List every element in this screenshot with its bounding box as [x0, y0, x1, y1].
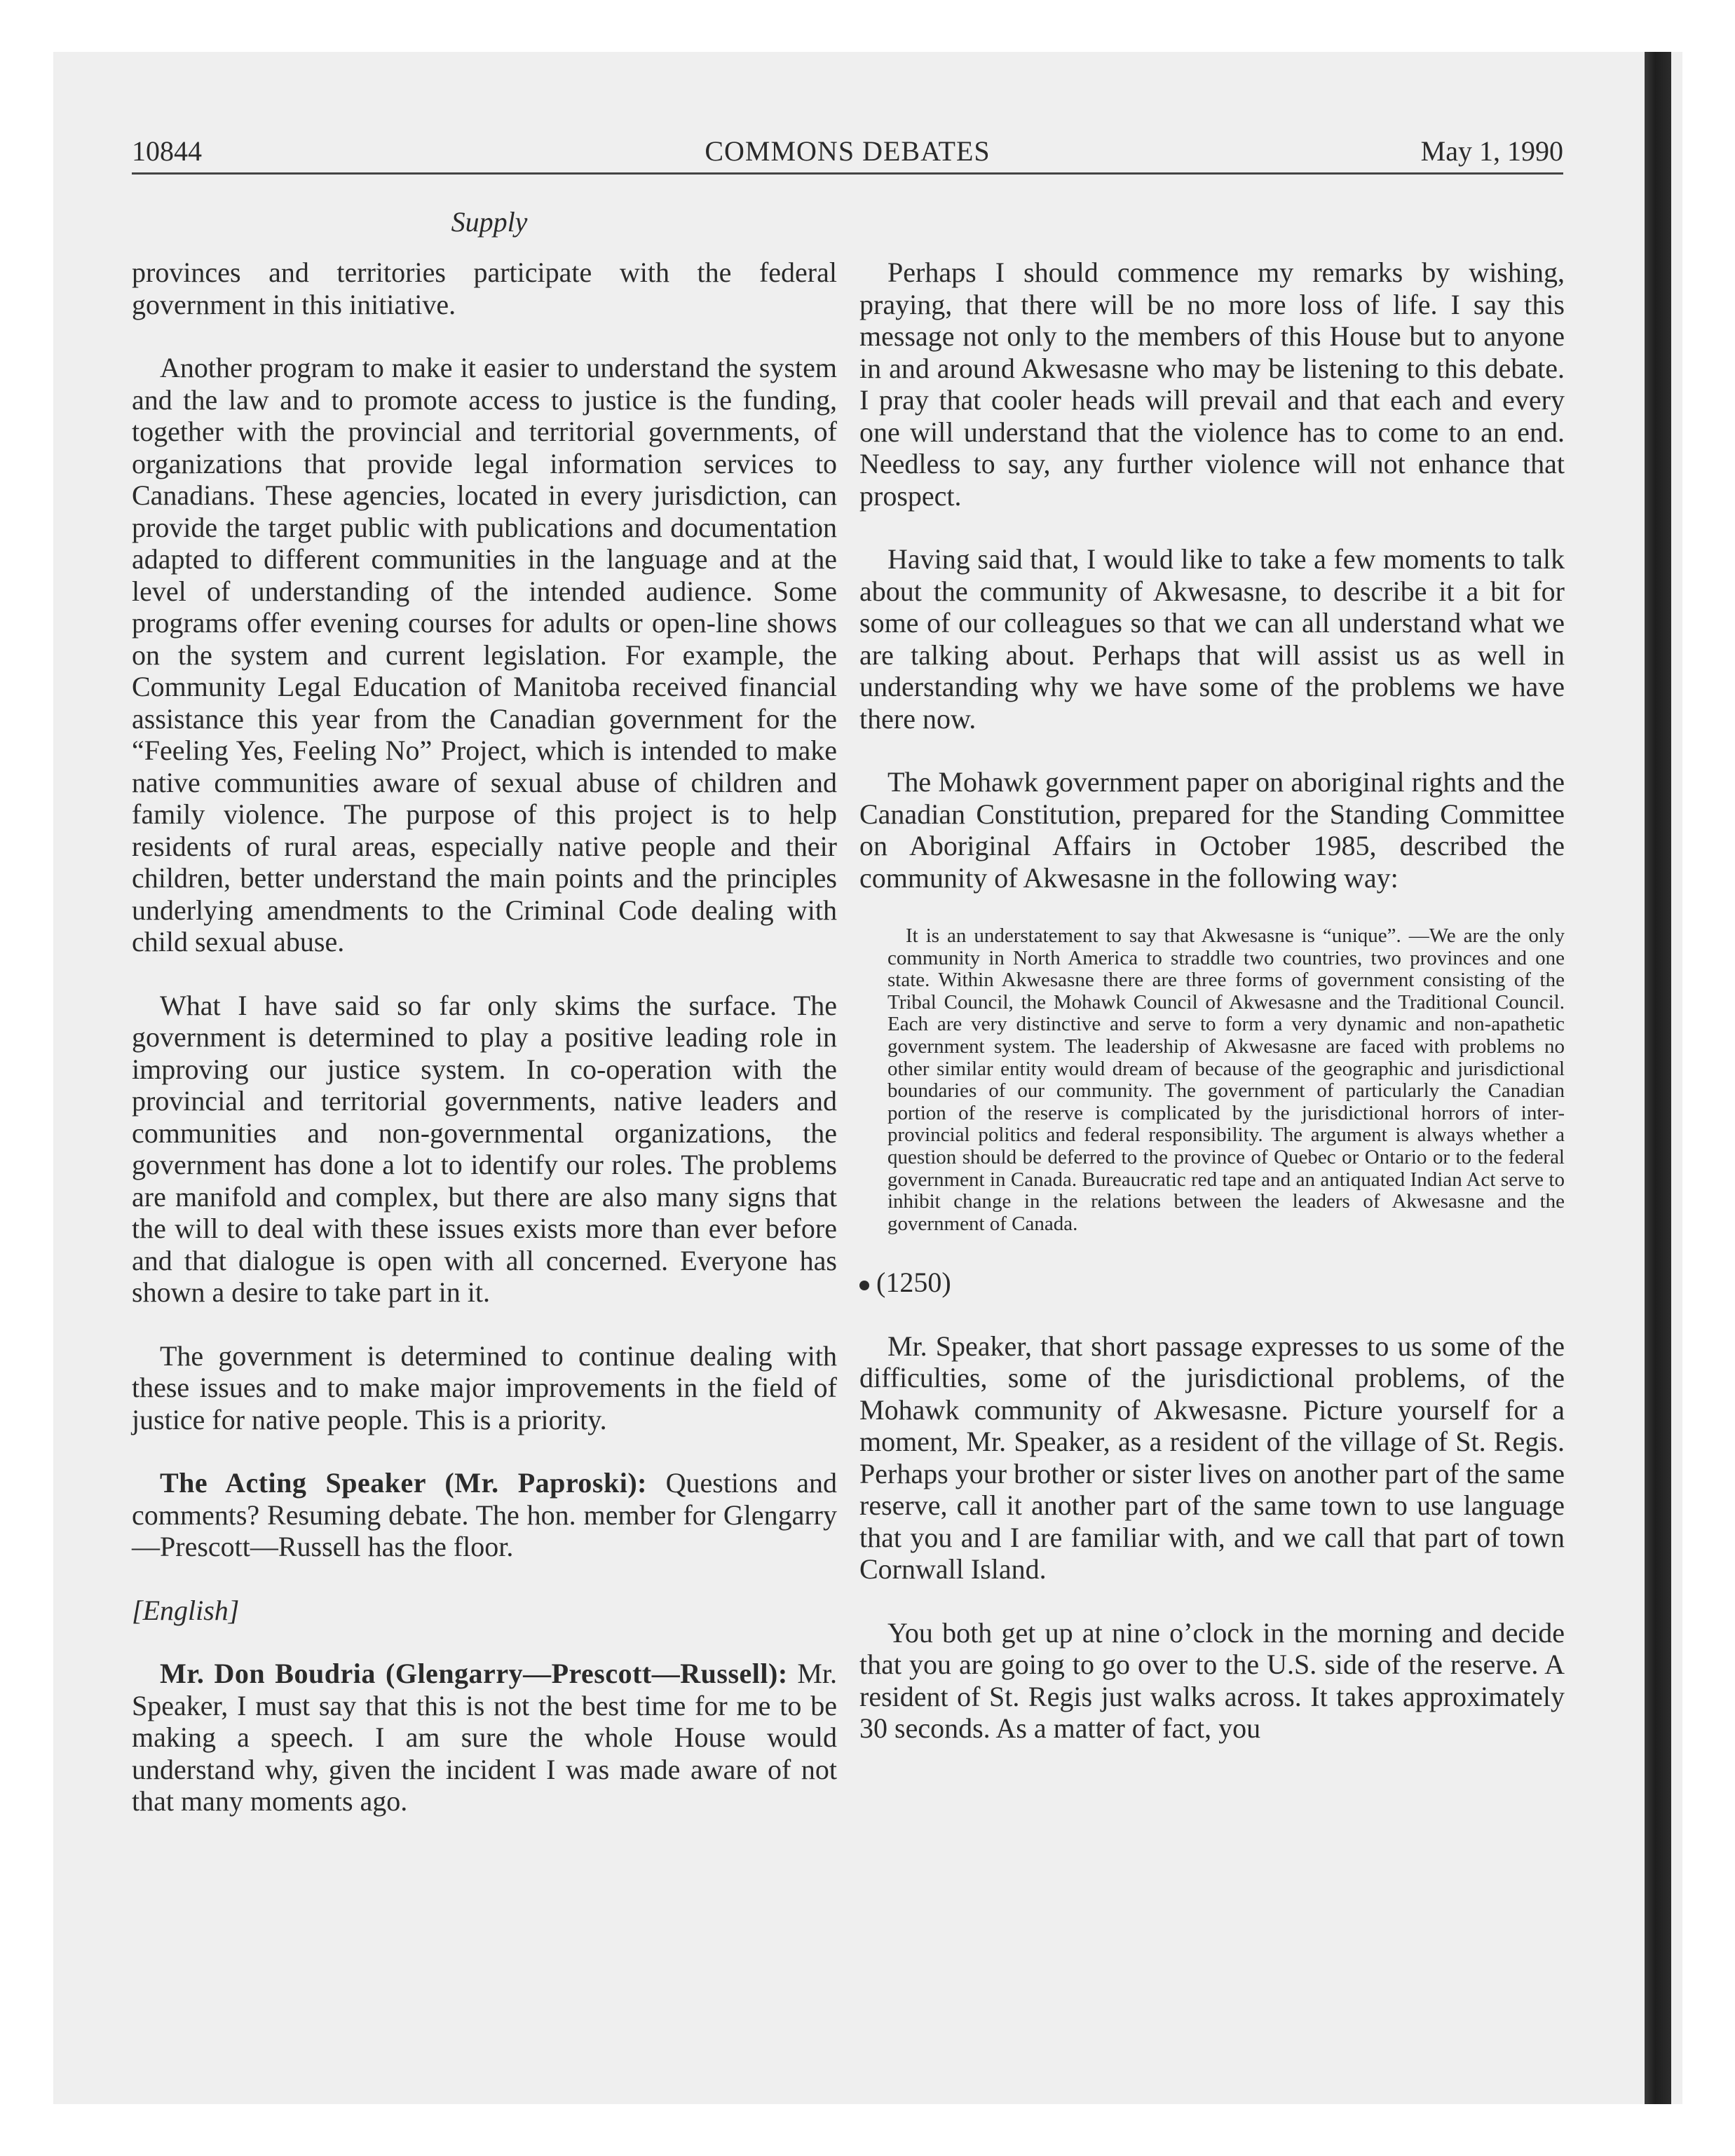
- bullet-icon: [859, 1281, 869, 1290]
- paragraph: You both get up at nine o’clock in the morning and decide that you are going to go over to the U.S. side of the reserve. A resident of St. Regis just walks across. It takes approximately 30 seconds. As a matter of fact, you: [859, 1616, 1565, 1745]
- left-column: [132, 257, 837, 1849]
- section-label: Supply: [451, 206, 528, 238]
- time-text: (1250): [876, 1267, 951, 1299]
- paragraph: Mr. Speaker, that short passage expresses to us some of the difficulties, some of the jurisdictional problems, of the Mohawk community of Akwesasne. Picture yourself for a moment, Mr. Speaker, as a resident of the village of St. Regis. Perhaps your brother or sister lives on another part of the same reserve, call it another part of the same town to use language that you and I are familiar with, and we call that part of town Cornwall Island.: [859, 1330, 1565, 1585]
- paragraph: provinces and territories participate with the federal government in this initiative.: [132, 257, 837, 320]
- block-quote: It is an understatement to say that Akwesasne is “unique”. —We are the only community in North America to straddle two countries, two provinces and one state. Within Akwesasne there are three forms of government consisting of the Tribal Council, the Mohawk Council of Akwesasne and the Traditional Council. Each are very distinctive and serve to form a very dynamic and non-apathetic government system. The leadership of Akwesasne are faced with problems no other similar entity would dream of because of the geographic and jurisdictional boundaries of our community. The government of particularly the Canadian portion of the reserve is complicated by the jurisdictional horrors of inter-provincial politics and federal responsibility. The argument is always whether a question should be deferred to the province of Quebec or Ontario or to the federal government in Canada. Bureaucratic red tape and an antiquated Indian Act serve to inhibit change in the relations between the leaders of Akwesasne and the government of Canada.: [887, 925, 1565, 1235]
- time-marker: [859, 1267, 1565, 1299]
- binding-edge: [1645, 52, 1671, 2104]
- speech-paragraph: [132, 1658, 837, 1817]
- speaker-name: The Acting Speaker (Mr. Paproski):: [160, 1467, 647, 1499]
- speech-text: Mr. Speaker, I must say that this is not the best time for me to be making a speech. I am sure the whole House would understand why, given the incident I was made aware of not that many moments ago.: [132, 1658, 837, 1817]
- speaker-name: Mr. Don Boudria (Glengarry—Prescott—Russell):: [160, 1658, 788, 1689]
- speech-text: Questions and comments? Resuming debate. The hon. member for Glengarry—Prescott—Russell has the floor.: [132, 1467, 837, 1562]
- paragraph: The Mohawk government paper on aboriginal rights and the Canadian Constitution, prepared for the Standing Committee on Aboriginal Affairs in October 1985, described the community of Akwesasne in the following way:: [859, 766, 1565, 894]
- paragraph: The government is determined to continue dealing with these issues and to make major improvements in the field of justice for native people. This is a priority.: [132, 1339, 837, 1435]
- paragraph: Perhaps I should commence my remarks by wishing, praying, that there will be no more loss of life. I say this message not only to the members of this House but to anyone in and around Akwesasne who may be listening to this debate. I pray that cooler heads will prevail and that each and every one will understand that the violence has to come to an end. Needless to say, any further violence will not enhance that prospect.: [859, 257, 1565, 512]
- sitting-date: May 1, 1990: [1420, 135, 1563, 167]
- page-number: 10844: [132, 135, 202, 167]
- right-column: [859, 257, 1565, 1776]
- paragraph: Having said that, I would like to take a few moments to talk about the community of Akwesasne, to describe it a bit for some of our colleagues so that we can all understand what we are talking about. Perhaps that will assist us as well in understanding why we have some of the problems we have there now.: [859, 543, 1565, 735]
- language-marker: [English]: [132, 1594, 240, 1626]
- publication-title: COMMONS DEBATES: [705, 135, 991, 167]
- paragraph: What I have said so far only skims the surface. The government is determined to play a positive leading role in improving our justice system. In co-operation with the provincial and territorial governments, native leaders and communities and non-governmental organizations, the government has done a lot to identify our roles. The problems are manifold and complex, but there are also many signs that the will to deal with these issues exists more than ever before and that dialogue is open with all concerned. Everyone has shown a desire to take part in it.: [132, 989, 837, 1308]
- running-header: [132, 130, 1563, 175]
- paragraph: Another program to make it easier to understand the system and the law and to promote access to justice is the funding, together with the provincial and territorial governments, of organizations that provide legal information services to Canadians. These agencies, located in every jurisdiction, can provide the target public with publications and documentation adapted to different communities in the language and at the level of understanding of the intended audience. Some programs offer evening courses for adults or open-line shows on the system and current legislation. For example, the Community Legal Education of Manitoba received financial assistance this year from the Canadian government for the “Feeling Yes, Feeling No” Project, which is intended to make native communities aware of sexual abuse of children and family violence. The purpose of this project is to help residents of rural areas, especially native people and their children, better understand the main points and the principles underlying amendments to the Criminal Code dealing with child sexual abuse.: [132, 352, 837, 957]
- speech-paragraph: [132, 1467, 837, 1563]
